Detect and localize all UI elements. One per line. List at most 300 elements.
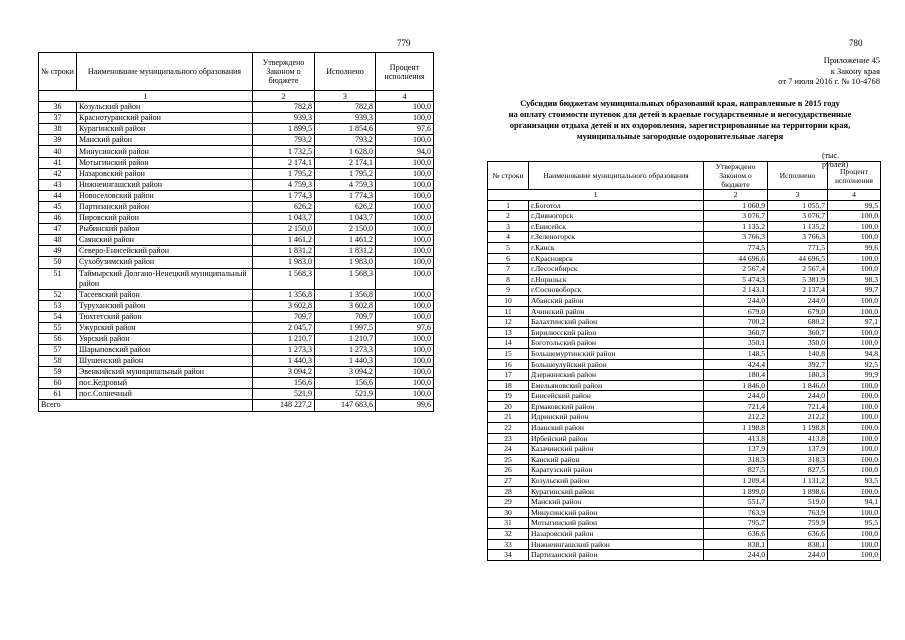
row-number: 50 — [39, 257, 77, 268]
row-executed: 156,6 — [315, 378, 376, 389]
row-percent: 100,0 — [376, 289, 434, 300]
row-executed: 360,7 — [768, 327, 828, 338]
row-number: 48 — [39, 235, 77, 246]
row-approved: 413,8 — [704, 433, 768, 444]
table-row — [39, 289, 434, 300]
table-row — [488, 264, 881, 275]
col-index: 2 — [704, 190, 768, 201]
row-percent: 100,0 — [376, 389, 434, 400]
row-executed: 763,9 — [768, 507, 828, 518]
table-row — [488, 412, 881, 423]
table-row — [488, 295, 881, 306]
row-number: 29 — [488, 497, 529, 508]
row-number: 15 — [488, 348, 529, 359]
row-approved: 793,2 — [253, 135, 315, 146]
row-number: 8 — [488, 274, 529, 285]
row-approved: 2 567,4 — [704, 264, 768, 275]
table-row — [488, 211, 881, 222]
row-number: 21 — [488, 412, 529, 423]
row-executed: 521,9 — [315, 389, 376, 400]
row-number: 51 — [39, 268, 77, 289]
row-number: 27 — [488, 476, 529, 487]
row-approved: 137,9 — [704, 444, 768, 455]
row-name: Назаровский район — [529, 529, 704, 540]
table-row — [39, 311, 434, 322]
row-percent: 100,0 — [376, 333, 434, 344]
row-name: пос.Солнечный — [77, 389, 253, 400]
row-name: Курагинский район — [77, 124, 253, 135]
row-name: Новоселовский район — [77, 190, 253, 201]
row-number: 16 — [488, 359, 529, 370]
row-approved: 3 094,2 — [253, 367, 315, 378]
row-executed: 1 898,6 — [768, 486, 828, 497]
row-name: г.Боготол — [529, 200, 704, 211]
row-percent: 99,5 — [828, 200, 881, 211]
row-name: Партизанский район — [77, 201, 253, 212]
right-table-body — [488, 200, 881, 560]
row-number: 57 — [39, 344, 77, 355]
title-line: на оплату стоимости путевок для детей в краевые государственные и негосударственные — [508, 109, 852, 119]
row-executed: 413,8 — [768, 433, 828, 444]
row-name: Партизанский район — [529, 550, 704, 561]
table-row — [488, 370, 881, 381]
row-approved: 2 150,0 — [253, 224, 315, 235]
row-name: Ирбейский район — [529, 433, 704, 444]
row-approved: 1 732,5 — [253, 146, 315, 157]
row-approved: 521,9 — [253, 389, 315, 400]
row-percent: 100,0 — [376, 356, 434, 367]
row-approved: 1 795,2 — [253, 168, 315, 179]
row-executed: 1 210,7 — [315, 333, 376, 344]
table-row — [39, 179, 434, 190]
row-executed: 1 846,0 — [768, 380, 828, 391]
table-row — [488, 306, 881, 317]
row-percent: 100,0 — [828, 507, 881, 518]
row-name: Канский район — [529, 454, 704, 465]
row-approved: 5 474,3 — [704, 274, 768, 285]
row-percent: 99,6 — [828, 242, 881, 253]
row-approved: 1 831,2 — [253, 246, 315, 257]
row-percent: 100,0 — [828, 433, 881, 444]
col-index: 4 — [828, 190, 881, 201]
col-header-no: № строки — [488, 162, 529, 190]
row-name: Пировский район — [77, 213, 253, 224]
row-approved: 1 440,3 — [253, 356, 315, 367]
row-number: 60 — [39, 378, 77, 389]
row-number: 54 — [39, 311, 77, 322]
table-row — [39, 257, 434, 268]
total-approved: 148 227,2 — [253, 400, 315, 411]
table-row — [488, 518, 881, 529]
row-executed: 1 273,3 — [315, 344, 376, 355]
row-name: Манский район — [529, 497, 704, 508]
col-header-executed: Исполнено — [315, 53, 376, 91]
row-name: Северо-Енисейский район — [77, 246, 253, 257]
row-approved: 1 899,5 — [253, 124, 315, 135]
row-name: г.Енисейск — [529, 221, 704, 232]
table-row — [488, 550, 881, 561]
row-percent: 100,0 — [376, 190, 434, 201]
col-header-no: № строки — [39, 53, 77, 91]
row-name: г.Зеленогорск — [529, 232, 704, 243]
row-number: 1 — [488, 200, 529, 211]
table-row — [39, 201, 434, 212]
row-name: Минусинский район — [77, 146, 253, 157]
row-name: Енисейский район — [529, 391, 704, 402]
row-approved: 1 210,7 — [253, 333, 315, 344]
row-executed: 721,4 — [768, 401, 828, 412]
row-executed: 244,0 — [768, 391, 828, 402]
table-row — [39, 124, 434, 135]
row-percent: 94,1 — [828, 497, 881, 508]
row-executed: 1 854,6 — [315, 124, 376, 135]
row-approved: 763,9 — [704, 507, 768, 518]
row-number: 31 — [488, 518, 529, 529]
row-executed: 5 381,9 — [768, 274, 828, 285]
row-executed: 827,5 — [768, 465, 828, 476]
title-line: муниципальные загородные оздоровительные лагеря — [576, 131, 784, 141]
row-approved: 1 273,3 — [253, 344, 315, 355]
row-number: 14 — [488, 338, 529, 349]
row-executed: 140,8 — [768, 348, 828, 359]
table-row — [488, 476, 881, 487]
appendix-line: к Закону края — [830, 65, 880, 76]
left-table-body — [39, 102, 434, 400]
row-name: Тасеевский район — [77, 289, 253, 300]
row-number: 39 — [39, 135, 77, 146]
row-percent: 100,0 — [828, 221, 881, 232]
row-name: Назаровский район — [77, 168, 253, 179]
row-approved: 1 568,3 — [253, 268, 315, 289]
table-row — [488, 539, 881, 550]
row-executed: 180,3 — [768, 370, 828, 381]
table-row — [39, 367, 434, 378]
row-executed: 1 043,7 — [315, 213, 376, 224]
table-row — [39, 213, 434, 224]
row-executed: 2 137,4 — [768, 285, 828, 296]
table-row — [39, 389, 434, 400]
row-percent: 100,0 — [828, 454, 881, 465]
row-number: 22 — [488, 423, 529, 434]
row-number: 32 — [488, 529, 529, 540]
row-executed: 1 135,2 — [768, 221, 828, 232]
row-approved: 212,2 — [704, 412, 768, 423]
document-title — [470, 98, 890, 142]
row-number: 61 — [39, 389, 77, 400]
row-number: 40 — [39, 146, 77, 157]
table-row — [488, 423, 881, 434]
row-name: Туруханский район — [77, 300, 253, 311]
row-name: Казачинский район — [529, 444, 704, 455]
row-approved: 2 174,1 — [253, 157, 315, 168]
table-row — [488, 221, 881, 232]
table-row — [39, 113, 434, 124]
row-percent: 100,0 — [376, 201, 434, 212]
row-approved: 827,5 — [704, 465, 768, 476]
table-row — [488, 232, 881, 243]
row-number: 43 — [39, 179, 77, 190]
table-row — [488, 401, 881, 412]
row-approved: 44 696,6 — [704, 253, 768, 264]
row-approved: 774,5 — [704, 242, 768, 253]
row-percent: 100,0 — [376, 367, 434, 378]
row-approved: 156,6 — [253, 378, 315, 389]
row-executed: 2 174,1 — [315, 157, 376, 168]
row-approved: 1 043,7 — [253, 213, 315, 224]
row-name: Нижнеингашский район — [529, 539, 704, 550]
row-percent: 100,0 — [376, 268, 434, 289]
row-name: Тюхтетский район — [77, 311, 253, 322]
row-number: 12 — [488, 317, 529, 328]
row-number: 4 — [488, 232, 529, 243]
table-row — [488, 359, 881, 370]
row-number: 45 — [39, 201, 77, 212]
table-row — [488, 465, 881, 476]
table-row — [488, 274, 881, 285]
row-approved: 709,7 — [253, 311, 315, 322]
row-percent: 100,0 — [828, 380, 881, 391]
right-page-number: 780 — [849, 38, 863, 48]
row-number: 49 — [39, 246, 77, 257]
row-name: Иланский район — [529, 423, 704, 434]
col-header-name: Наименование муниципального образования — [77, 53, 253, 91]
table-row — [39, 356, 434, 367]
row-name: Мотыгинский район — [529, 518, 704, 529]
row-percent: 100,0 — [828, 232, 881, 243]
left-budget-table — [38, 52, 434, 412]
row-percent: 100,0 — [828, 211, 881, 222]
row-percent: 100,0 — [376, 113, 434, 124]
row-percent: 100,0 — [376, 179, 434, 190]
row-name: Манский район — [77, 135, 253, 146]
row-name: г.Лесосибирск — [529, 264, 704, 275]
row-number: 38 — [39, 124, 77, 135]
row-name: Дзержинский район — [529, 370, 704, 381]
row-executed: 3 602,8 — [315, 300, 376, 311]
row-name: пос.Кедровый — [77, 378, 253, 389]
row-number: 19 — [488, 391, 529, 402]
row-approved: 626,2 — [253, 201, 315, 212]
row-approved: 148,5 — [704, 348, 768, 359]
row-number: 59 — [39, 367, 77, 378]
row-name: Каратузский район — [529, 465, 704, 476]
table-row — [39, 322, 434, 333]
col-header-name: Наименование муниципального образования — [529, 162, 704, 190]
units-label: (тыс. рублей) — [822, 151, 849, 169]
row-number: 28 — [488, 486, 529, 497]
table-row — [39, 135, 434, 146]
row-number: 18 — [488, 380, 529, 391]
row-executed: 318,3 — [768, 454, 828, 465]
total-executed: 147 683,6 — [315, 400, 376, 411]
row-approved: 1 774,3 — [253, 190, 315, 201]
row-percent: 100,0 — [828, 550, 881, 561]
row-name: Саянский район — [77, 235, 253, 246]
row-approved: 1 135,2 — [704, 221, 768, 232]
row-executed: 680,2 — [768, 317, 828, 328]
row-percent: 100,0 — [376, 344, 434, 355]
row-name: Минусинский район — [529, 507, 704, 518]
row-percent: 100,0 — [828, 412, 881, 423]
row-executed: 1 461,2 — [315, 235, 376, 246]
row-executed: 793,2 — [315, 135, 376, 146]
table-row — [39, 246, 434, 257]
row-number: 13 — [488, 327, 529, 338]
row-executed: 759,9 — [768, 518, 828, 529]
row-number: 44 — [39, 190, 77, 201]
col-index: 3 — [768, 190, 828, 201]
row-executed: 782,8 — [315, 102, 376, 113]
row-number: 42 — [39, 168, 77, 179]
row-percent: 97,1 — [828, 317, 881, 328]
row-executed: 1 356,8 — [315, 289, 376, 300]
row-approved: 1 983,0 — [253, 257, 315, 268]
row-executed: 3 766,3 — [768, 232, 828, 243]
table-row — [39, 268, 434, 289]
row-name: Емельяновский район — [529, 380, 704, 391]
row-executed: 1 568,3 — [315, 268, 376, 289]
row-executed: 1 131,2 — [768, 476, 828, 487]
row-name: Ужурский район — [77, 322, 253, 333]
row-percent: 100,0 — [376, 311, 434, 322]
row-number: 58 — [39, 356, 77, 367]
row-approved: 1 899,0 — [704, 486, 768, 497]
row-percent: 100,0 — [828, 423, 881, 434]
row-name: Большемуртинский район — [529, 348, 704, 359]
row-executed: 1 831,2 — [315, 246, 376, 257]
row-approved: 2 143,1 — [704, 285, 768, 296]
right-budget-table — [487, 161, 881, 561]
row-percent: 100,0 — [828, 338, 881, 349]
row-percent: 100,0 — [828, 327, 881, 338]
table-row — [488, 338, 881, 349]
row-name: Абанский район — [529, 295, 704, 306]
row-executed: 350,0 — [768, 338, 828, 349]
row-name: Шушенский район — [77, 356, 253, 367]
col-header-approved: Утверждено Законом о бюджете — [253, 53, 315, 91]
row-name: г.Сосновоборск — [529, 285, 704, 296]
row-executed: 771,5 — [768, 242, 828, 253]
row-percent: 100,0 — [376, 235, 434, 246]
row-percent: 100,0 — [376, 300, 434, 311]
row-executed: 244,0 — [768, 550, 828, 561]
col-index: 1 — [39, 91, 253, 102]
row-name: Идринский район — [529, 412, 704, 423]
row-executed: 3 076,7 — [768, 211, 828, 222]
row-approved: 721,4 — [704, 401, 768, 412]
row-executed: 1 795,2 — [315, 168, 376, 179]
row-percent: 100,0 — [376, 102, 434, 113]
row-executed: 626,2 — [315, 201, 376, 212]
table-row — [39, 146, 434, 157]
table-row — [488, 391, 881, 402]
row-approved: 180,4 — [704, 370, 768, 381]
row-approved: 700,2 — [704, 317, 768, 328]
row-percent: 100,0 — [828, 465, 881, 476]
row-number: 10 — [488, 295, 529, 306]
col-header-percent: Процент исполнения — [376, 53, 434, 91]
row-approved: 838,1 — [704, 539, 768, 550]
row-executed: 1 440,3 — [315, 356, 376, 367]
row-number: 53 — [39, 300, 77, 311]
row-executed: 1 997,5 — [315, 322, 376, 333]
row-number: 30 — [488, 507, 529, 518]
row-number: 5 — [488, 242, 529, 253]
row-name: Балахтинский район — [529, 317, 704, 328]
table-row — [488, 327, 881, 338]
row-executed: 44 696,5 — [768, 253, 828, 264]
row-number: 56 — [39, 333, 77, 344]
row-approved: 1 209,4 — [704, 476, 768, 487]
row-percent: 100,0 — [828, 295, 881, 306]
row-percent: 99,7 — [828, 285, 881, 296]
row-name: Уярский район — [77, 333, 253, 344]
row-name: Мотыгинский район — [77, 157, 253, 168]
row-executed: 1 774,3 — [315, 190, 376, 201]
row-executed: 392,7 — [768, 359, 828, 370]
row-percent: 100,0 — [376, 224, 434, 235]
table-row — [488, 200, 881, 211]
row-approved: 3 766,3 — [704, 232, 768, 243]
table-row — [488, 486, 881, 497]
row-executed: 709,7 — [315, 311, 376, 322]
row-executed: 2 567,4 — [768, 264, 828, 275]
row-percent: 94,0 — [376, 146, 434, 157]
row-number: 46 — [39, 213, 77, 224]
row-number: 9 — [488, 285, 529, 296]
row-executed: 939,3 — [315, 113, 376, 124]
table-row — [488, 529, 881, 540]
row-approved: 1 356,8 — [253, 289, 315, 300]
row-executed: 1 628,0 — [315, 146, 376, 157]
table-row — [488, 433, 881, 444]
row-percent: 100,0 — [828, 253, 881, 264]
table-row — [39, 344, 434, 355]
row-percent: 100,0 — [828, 306, 881, 317]
total-row — [39, 400, 434, 411]
row-executed: 679,0 — [768, 306, 828, 317]
row-approved: 318,3 — [704, 454, 768, 465]
left-page-number: 779 — [397, 38, 411, 48]
table-row — [488, 380, 881, 391]
row-number: 26 — [488, 465, 529, 476]
row-number: 47 — [39, 224, 77, 235]
row-approved: 244,0 — [704, 295, 768, 306]
row-number: 34 — [488, 550, 529, 561]
row-percent: 93,5 — [828, 476, 881, 487]
table-row — [488, 253, 881, 264]
row-approved: 939,3 — [253, 113, 315, 124]
row-number: 17 — [488, 370, 529, 381]
total-label: Всего — [39, 400, 253, 411]
row-name: Ермаковский район — [529, 401, 704, 412]
row-name: Козульский район — [529, 476, 704, 487]
row-percent: 100,0 — [828, 529, 881, 540]
title-line: Субсидии бюджетам муниципальных образований края, направленные в 2015 году — [520, 98, 840, 108]
table-row — [39, 300, 434, 311]
appendix-note — [640, 55, 880, 87]
table-row — [39, 190, 434, 201]
row-percent: 97,6 — [376, 322, 434, 333]
row-approved: 795,7 — [704, 518, 768, 529]
row-executed: 519,0 — [768, 497, 828, 508]
row-number: 24 — [488, 444, 529, 455]
col-header-executed: Исполнено — [768, 162, 828, 190]
row-approved: 1 198,8 — [704, 423, 768, 434]
appendix-line: от 7 июля 2016 г. № 10-4768 — [778, 76, 880, 86]
row-approved: 4 759,3 — [253, 179, 315, 190]
row-executed: 1 055,7 — [768, 200, 828, 211]
